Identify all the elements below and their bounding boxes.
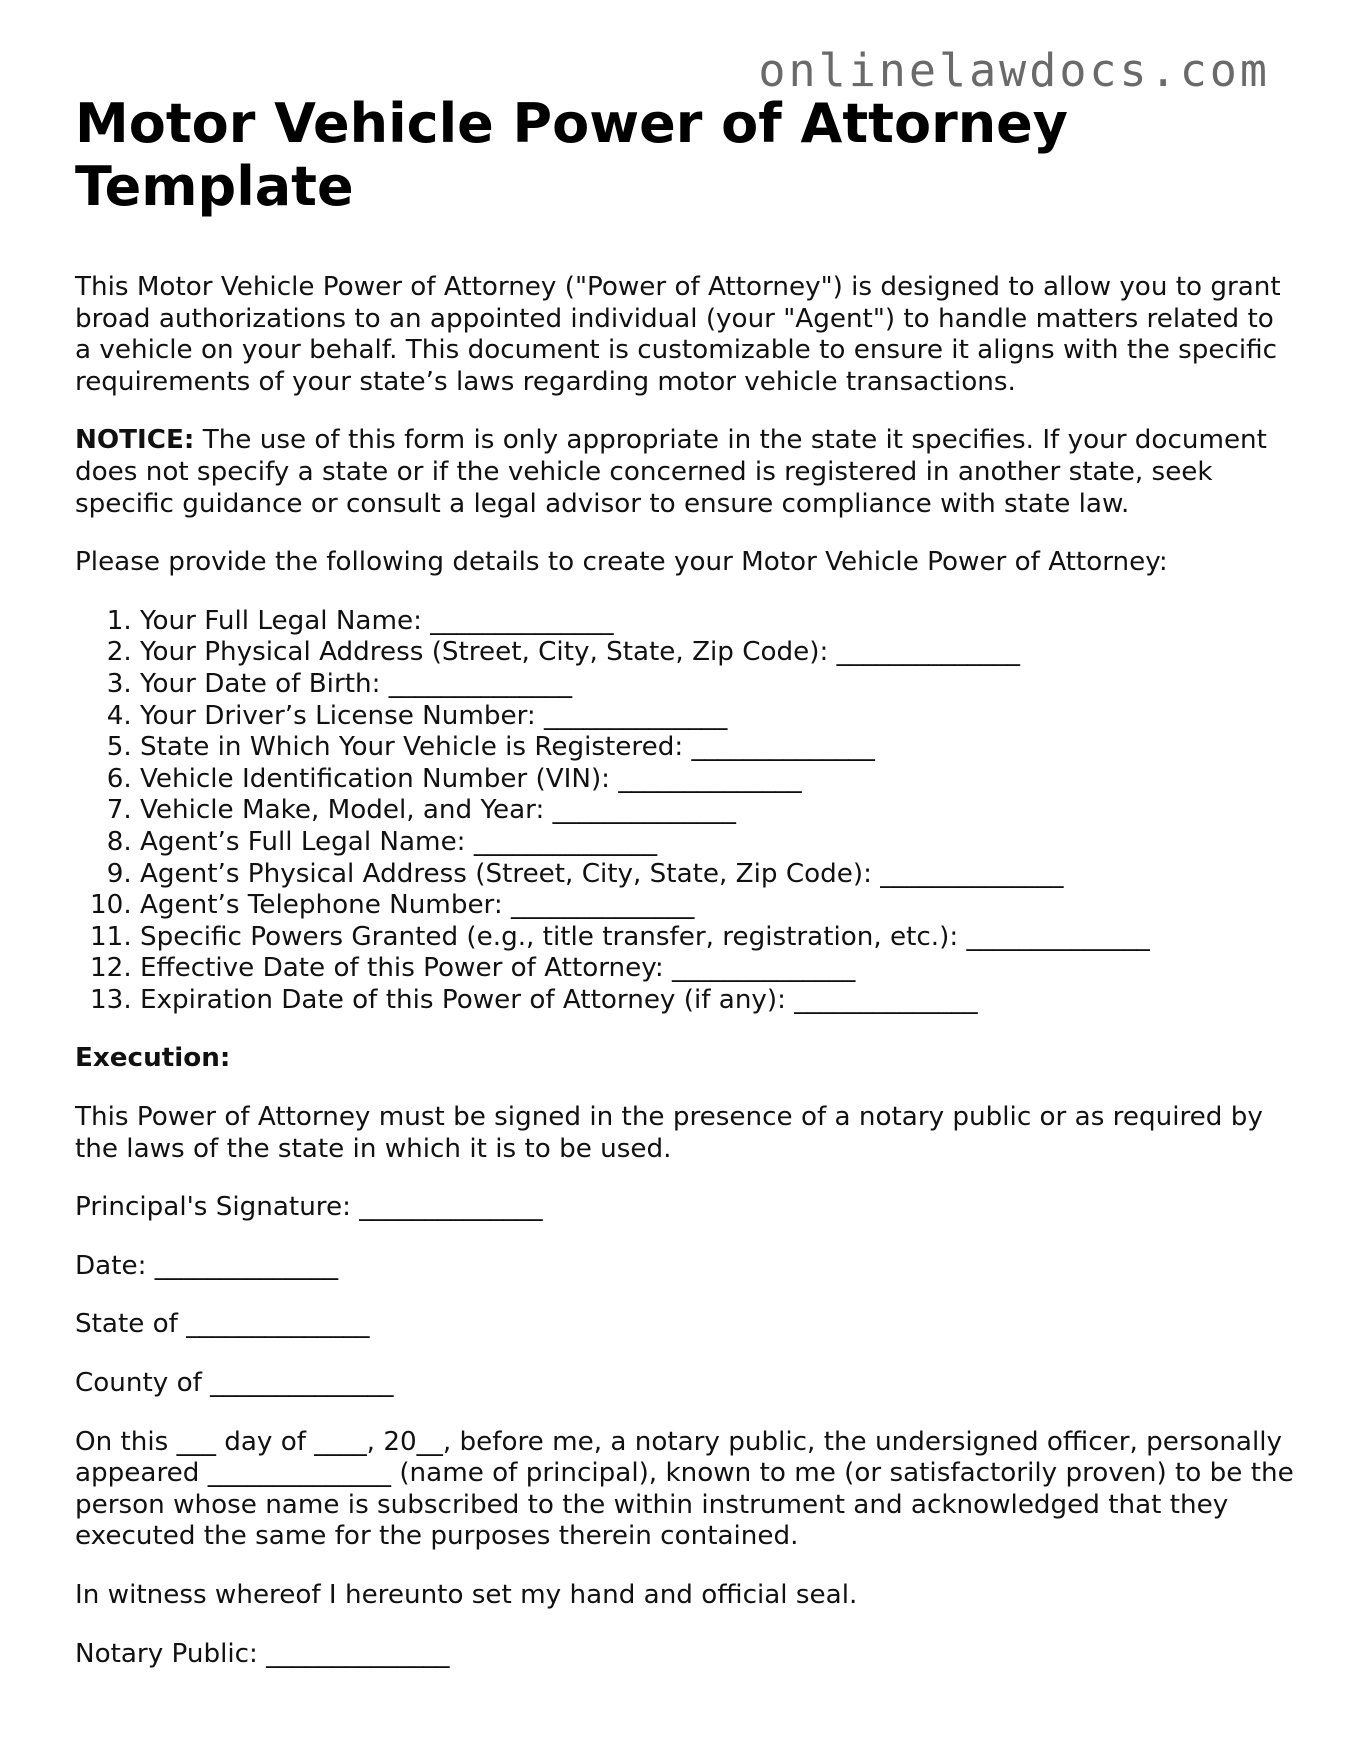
list-item: 10. Agent’s Telephone Number: ______________ [140, 890, 1295, 922]
document-title: Motor Vehicle Power of Attorney Template [75, 92, 1068, 218]
details-list [75, 606, 1295, 1017]
witness-paragraph: In witness whereof I hereunto set my hand and official seal. [75, 1580, 858, 1610]
date-line: Date: ______________ [75, 1250, 339, 1281]
list-item: 11. Specific Powers Granted (e.g., title transfer, registration, etc.): ______________ [140, 922, 1295, 954]
list-item: 12. Effective Date of this Power of Attorney: ______________ [140, 953, 1295, 985]
list-item: 7. Vehicle Make, Model, and Year: ______________ [140, 795, 1295, 827]
execution-paragraph: This Power of Attorney must be signed in the presence of a notary public or as required by the laws of the state in which it is to be used. [75, 1102, 1263, 1164]
list-item: 8. Agent’s Full Legal Name: ______________ [140, 827, 1295, 859]
list-item: 3. Your Date of Birth: ______________ [140, 669, 1295, 701]
notice-label: NOTICE: [75, 425, 195, 456]
notary-line: Notary Public: ______________ [75, 1638, 450, 1669]
acknowledgment-paragraph: On this ___ day of ____, 20__, before me, a notary public, the undersigned officer, personally appeared ______________ (name of principal), known to me (or satisfactorily proven) to be the person whose name is subscribed to the within instrument and acknowledged that they executed the same for the purposes therein contained. [75, 1426, 1294, 1552]
list-item: 1. Your Full Legal Name: ______________ [140, 606, 1295, 638]
execution-heading: Execution: [75, 1043, 231, 1074]
watermark-text: onlinelawdocs.com [758, 44, 1270, 97]
intro-paragraph: This Motor Vehicle Power of Attorney ("Power of Attorney") is designed to allow you to grant broad authorizations to an appointed individual (your "Agent") to handle matters related to a vehicle on your behalf. This document is customizable to ensure it aligns with the specific requirements of your state’s laws regarding motor vehicle transactions. [75, 272, 1281, 397]
notice-text: The use of this form is only appropriate in the state it specifies. If your document does not specify a state or if the vehicle concerned is registered in another state, seek specific guidance or consult a legal advisor to ensure compliance with state law. [75, 425, 1267, 519]
document-body [75, 92, 1295, 1697]
list-item: 5. State in Which Your Vehicle is Registered: ______________ [140, 732, 1295, 764]
list-item: 6. Vehicle Identification Number (VIN): ______________ [140, 764, 1295, 796]
instructions-paragraph: Please provide the following details to create your Motor Vehicle Power of Attorney: [75, 547, 1168, 578]
notice-paragraph [75, 425, 1295, 520]
list-item: 4. Your Driver’s License Number: ______________ [140, 701, 1295, 733]
principal-signature-line: Principal's Signature: ______________ [75, 1192, 543, 1223]
state-line: State of ______________ [75, 1309, 370, 1340]
list-item: 13. Expiration Date of this Power of Attorney (if any): ______________ [140, 985, 1295, 1017]
county-line: County of ______________ [75, 1368, 394, 1399]
list-item: 2. Your Physical Address (Street, City, State, Zip Code): ______________ [140, 637, 1295, 669]
list-item: 9. Agent’s Physical Address (Street, City, State, Zip Code): ______________ [140, 859, 1295, 891]
